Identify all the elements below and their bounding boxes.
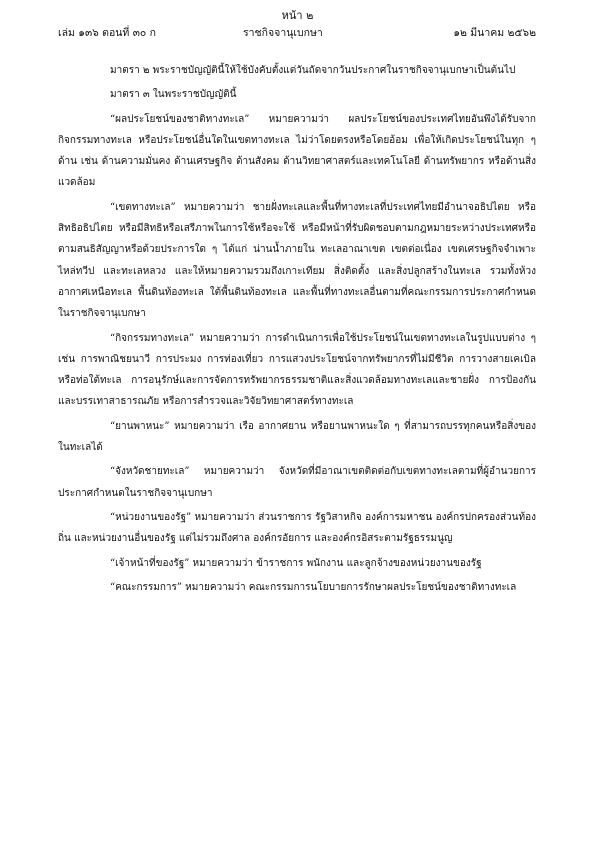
definition-maritime-interests: “ผลประโยชน์ของชาติทางทะเล” หมายความว่า ผลประโยชน์ของประเทศไทยอันพึงได้รับจากกิจกรรมทางทะเล หรือประโยชน์อื่นใดในเขตทางทะเล ไม่ว่าโดยตรงหรือโดยอ้อม เพื่อให้เกิดประโยชน์ในทุก ๆ ด้าน เช่น ด้านความมั่นคง ด้านเศรษฐกิจ ด้านสังคม ด้านวิทยาศาสตร์และเทคโนโลยี ด้านทรัพยากร หรือด้านสิ่งแวดล้อม	[58, 113, 536, 189]
document-body	[58, 60, 536, 601]
section-3-heading: มาตรา ๓ ในพระราชบัญญัตินี้	[110, 89, 237, 101]
section-2-paragraph: มาตรา ๒ พระราชบัญญัตินี้ให้ใช้บังคับตั้งแต่วันถัดจากวันประกาศในราชกิจจานุเบกษาเป็นต้นไป	[110, 65, 516, 76]
page-number: หน้า ๒	[281, 9, 314, 22]
definition-maritime-activities: “กิจกรรมทางทะเล” หมายความว่า การดำเนินการเพื่อใช้ประโยชน์ในเขตทางทะเลในรูปแบบต่าง ๆ เช่น การพาณิชยนาวี การประมง การท่องเที่ยว การแสวงประโยชน์จากทรัพยากรที่ไม่มีชีวิต การวางสายเคเบิลหรือท่อใต้ทะเล การอนุรักษ์และการจัดการทรัพยากรธรรมชาติและสิ่งแวดล้อมทางทะเลและชายฝั่ง การป้องกันและบรรเทาสาธารณภัย หรือการสำรวจและวิจัยวิทยาศาสตร์ทางทะเล	[58, 332, 536, 408]
definition-maritime-zones: “เขตทางทะเล” หมายความว่า ชายฝั่งทะเลและพื้นที่ทางทะเลที่ประเทศไทยมีอำนาจอธิปไตย หรือสิทธิอธิปไตย หรือมีสิทธิหรือเสรีภาพในการใช้หรือจะใช้ หรือมีหน้าที่รับผิดชอบตามกฎหมายระหว่างประเทศหรือตามสนธิสัญญาหรือด้วยประการใด ๆ ได้แก่ น่านน้ำภายใน ทะเลอาณาเขต เขตต่อเนื่อง เขตเศรษฐกิจจำเพาะ ไหล่ทวีป และทะเลหลวง และให้หมายความรวมถึงเกาะเทียม สิ่งติดตั้ง และสิ่งปลูกสร้างในทะเล รวมทั้งห้วงอากาศเหนือทะเล พื้นดินท้องทะเล ใต้พื้นดินท้องทะเล และพื้นที่ทางทะเลอื่นตามที่คณะกรรมการประกาศกำหนดในราชกิจจานุเบกษา	[58, 201, 536, 320]
header-volume: เล่ม ๑๓๖ ตอนที่ ๓๐ ก	[58, 27, 156, 39]
definition-coastal-province: “จังหวัดชายทะเล” หมายความว่า จังหวัดที่มีอาณาเขตติดต่อกับเขตทางทะเลตามที่ผู้อำนวยการประกาศกำหนดในราชกิจจานุเบกษา	[58, 466, 536, 499]
definition-committee: “คณะกรรมการ” หมายความว่า คณะกรรมการนโยบายการรักษาผลประโยชน์ของชาติทางทะเล	[110, 581, 517, 593]
header-date: ๑๒ มีนาคม ๒๕๖๒	[453, 27, 536, 39]
definition-state-official: “เจ้าหน้าที่ของรัฐ” หมายความว่า ข้าราชการ พนักงาน และลูกจ้างของหน่วยงานของรัฐ	[110, 557, 482, 569]
definition-vehicle: “ยานพาหนะ” หมายความว่า เรือ อากาศยาน หรือยานพาหนะใด ๆ ที่สามารถบรรทุกคนหรือสิ่งของในทะเลได้	[58, 420, 536, 454]
definition-state-agency: “หน่วยงานของรัฐ” หมายความว่า ส่วนราชการ รัฐวิสาหกิจ องค์การมหาชน องค์กรปกครองส่วนท้องถิ่น และหน่วยงานอื่นของรัฐ แต่ไม่รวมถึงศาล องค์กรอัยการ และองค์กรอิสระตามรัฐธรรมนูญ	[58, 511, 536, 545]
header-gazette-title: ราชกิจจานุเบกษา	[243, 27, 323, 39]
